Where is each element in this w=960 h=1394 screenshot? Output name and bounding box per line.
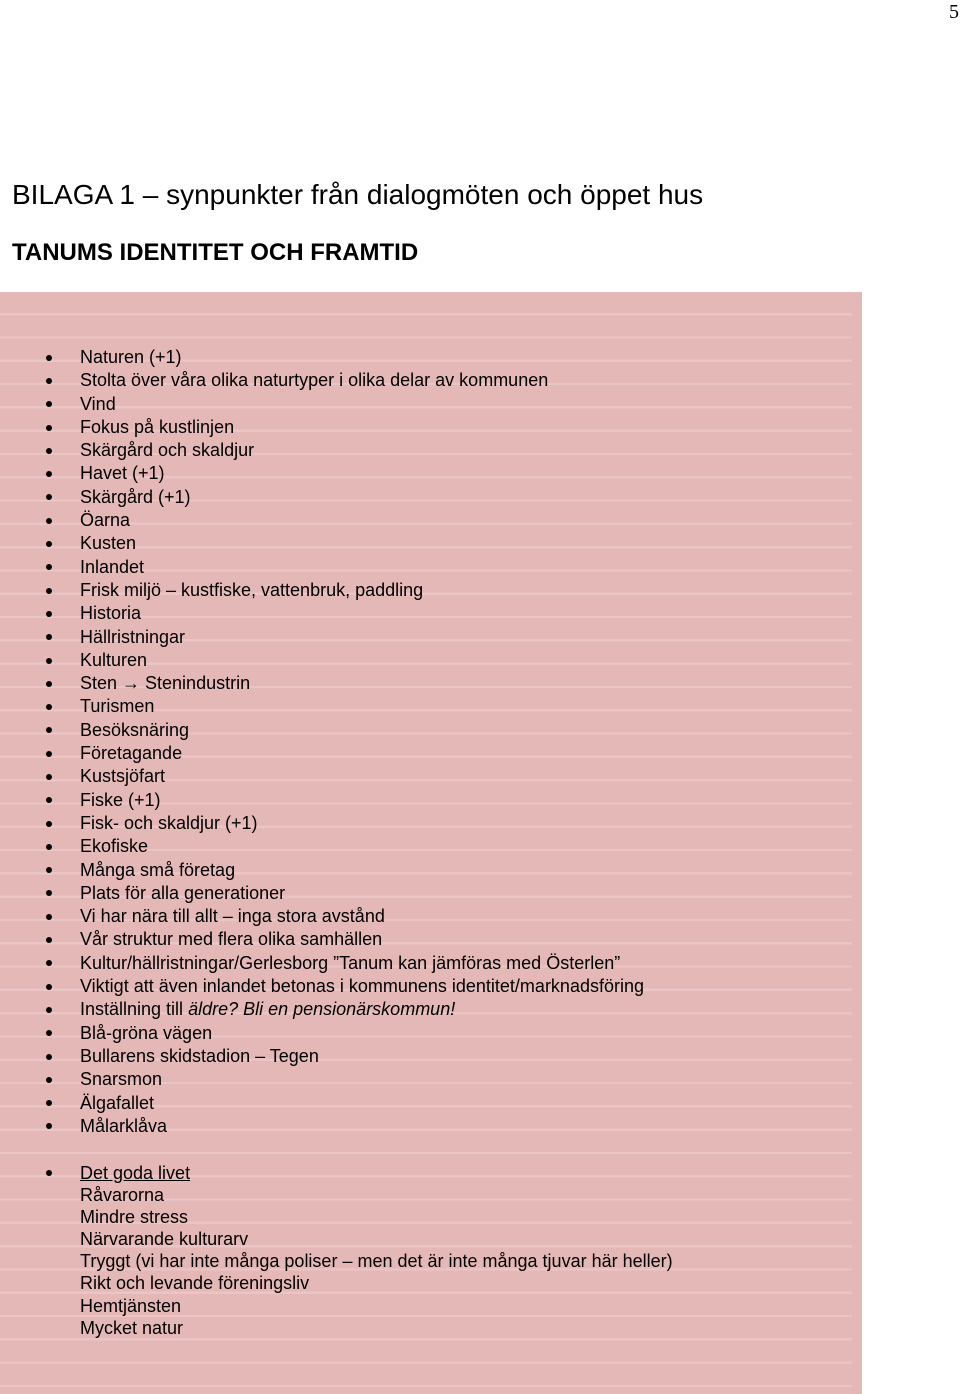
- list-item: [0, 509, 852, 532]
- bullet-icon: [46, 984, 52, 990]
- list-item-text: Många små företag: [80, 859, 236, 880]
- list-item: [0, 556, 852, 579]
- list-item-text: Inlandet: [80, 556, 145, 577]
- list-item: [0, 1045, 852, 1068]
- bullet-icon: [46, 1054, 52, 1060]
- list-item: [0, 719, 852, 742]
- bullet-icon: [46, 890, 52, 896]
- list-item-text: Rikt och levande föreningsliv: [80, 1273, 310, 1294]
- list-item-text: Vår struktur med flera olika samhällen: [80, 929, 383, 950]
- list-item-text: Blå-gröna vägen: [80, 1022, 213, 1043]
- document-title: BILAGA 1 – synpunkter från dialogmöten och öppet hus: [12, 179, 704, 210]
- list-item: [0, 1250, 852, 1272]
- list-item-text: Inställning till: [80, 999, 189, 1020]
- bullet-icon: [46, 821, 52, 827]
- list-item: [0, 952, 852, 975]
- bullet-icon: [46, 774, 52, 780]
- bullet-icon: [46, 1100, 52, 1106]
- list-item: [0, 369, 852, 392]
- list-item-text: Frisk miljö – kustfiske, vattenbruk, paddling: [80, 579, 424, 600]
- bullet-icon: [46, 588, 52, 594]
- list-item-text: Skärgård (+1): [80, 486, 191, 507]
- list-item-text: Målarklåva: [80, 1115, 168, 1136]
- bullet-icon: [46, 611, 52, 617]
- bullet-icon: [46, 564, 52, 570]
- list-item: [0, 1272, 852, 1294]
- good-life-list: [0, 1162, 852, 1339]
- list-item: [0, 602, 852, 625]
- list-item-text: Tryggt (vi har inte många poliser – men det är inte många tjuvar här heller): [80, 1251, 673, 1272]
- list-item: [0, 859, 852, 882]
- list-item: [0, 789, 852, 812]
- list-item-text: Plats för alla generationer: [80, 882, 286, 903]
- list-item: [0, 975, 852, 998]
- section-heading: TANUMS IDENTITET OCH FRAMTID: [12, 239, 419, 266]
- list-item-text: Fiske (+1): [80, 789, 161, 810]
- bullet-icon: [46, 867, 52, 873]
- list-item-text: Vi har nära till allt – inga stora avstånd: [80, 906, 385, 927]
- list-item-text: Ekofiske: [80, 836, 149, 857]
- bullet-icon: [46, 518, 52, 524]
- list-item-text: Skärgård och skaldjur: [80, 440, 255, 461]
- bullet-icon: [46, 1007, 52, 1013]
- bullet-icon: [46, 658, 52, 664]
- list-item-text: Snarsmon: [80, 1069, 163, 1090]
- list-item: [0, 812, 852, 835]
- list-item: [0, 486, 852, 509]
- bullet-icon: [46, 704, 52, 710]
- bullet-icon: [46, 1030, 52, 1036]
- list-item: [0, 416, 852, 439]
- bullet-icon: [46, 355, 52, 361]
- list-item-text: Historia: [80, 603, 142, 624]
- bullet-icon: [46, 751, 52, 757]
- list-item: [0, 532, 852, 555]
- good-life-heading: Det goda livet: [80, 1163, 191, 1183]
- bullet-icon: [46, 681, 52, 687]
- list-item-text: Hällristningar: [80, 626, 186, 647]
- bullet-icon: [46, 401, 52, 407]
- bullet-icon: [46, 541, 52, 547]
- list-item: [0, 1115, 852, 1138]
- list-item: [0, 393, 852, 416]
- list-item-text: Råvarorna: [80, 1185, 165, 1206]
- list-item: [0, 928, 852, 951]
- list-item-text: Fokus på kustlinjen: [80, 416, 235, 437]
- list-item-text: Kustsjöfart: [80, 766, 166, 787]
- bullet-icon: [46, 448, 52, 454]
- bullet-icon: [46, 960, 52, 966]
- list-item: [0, 439, 852, 462]
- list-item: [0, 1228, 852, 1250]
- list-item-text: Företagande: [80, 743, 183, 764]
- bullet-icon: [46, 937, 52, 943]
- list-item-text-mixed: [80, 998, 455, 1021]
- list-item: [0, 1022, 852, 1045]
- list-item-text: Mycket natur: [80, 1317, 184, 1338]
- list-item-text: Hemtjänsten: [80, 1295, 182, 1316]
- list-item-text: Mindre stress: [80, 1207, 189, 1228]
- shaded-list-box-inner: [0, 292, 852, 1394]
- list-item-text: Sten → Stenindustrin: [80, 673, 251, 694]
- list-item-text: Havet (+1): [80, 463, 165, 484]
- bullet-icon: [46, 797, 52, 803]
- list-item: [0, 1162, 852, 1184]
- list-item: [0, 742, 852, 765]
- list-item: [0, 1092, 852, 1115]
- bullet-icon: [46, 425, 52, 431]
- list-item-italic-text: äldre? Bli en pensionärskommun!: [188, 999, 456, 1020]
- list-item-text: Besöksnäring: [80, 719, 190, 740]
- list-item: [0, 649, 852, 672]
- bullet-icon: [46, 471, 52, 477]
- list-item: [0, 1206, 852, 1228]
- identity-list: [0, 346, 852, 1138]
- list-item: [0, 695, 852, 718]
- list-item-text: Turismen: [80, 696, 155, 717]
- list-item-text: Öarna: [80, 510, 131, 531]
- list-item-text: Bullarens skidstadion – Tegen: [80, 1045, 319, 1066]
- bullet-icon: [46, 914, 52, 920]
- list-item-text: Viktigt att även inlandet betonas i kommunens identitet/marknadsföring: [80, 976, 644, 997]
- list-item-text: Fisk- och skaldjur (+1): [80, 812, 258, 833]
- page-number: 5: [949, 1, 959, 23]
- list-item: [0, 462, 852, 485]
- list-item: [0, 765, 852, 788]
- list-item: [0, 1295, 852, 1317]
- list-item: [0, 626, 852, 649]
- list-item: [0, 905, 852, 928]
- list-item: [0, 1068, 852, 1091]
- list-item: [0, 1184, 852, 1206]
- bullet-icon: [46, 1170, 52, 1176]
- list-item-text: Älgafallet: [80, 1092, 155, 1113]
- list-item: [0, 579, 852, 602]
- bullet-icon: [46, 1077, 52, 1083]
- list-item: [0, 882, 852, 905]
- bullet-icon: [46, 844, 52, 850]
- list-item-text: Närvarande kulturarv: [80, 1229, 249, 1250]
- list-item: [0, 998, 852, 1021]
- bullet-icon: [46, 634, 52, 640]
- list-item-text: Kultur/hällristningar/Gerlesborg ”Tanum kan jämföras med Österlen”: [80, 952, 621, 973]
- list-item-text: Stolta över våra olika naturtyper i olika delar av kommunen: [80, 370, 549, 391]
- bullet-icon: [46, 378, 52, 384]
- list-item-text: Vind: [80, 393, 116, 414]
- list-item: [0, 1317, 852, 1339]
- list-item: [0, 672, 852, 695]
- list-item: [0, 835, 852, 858]
- bullet-icon: [46, 727, 52, 733]
- list-item-text: Kulturen: [80, 649, 148, 670]
- shaded-list-box: [0, 292, 862, 1394]
- bullet-icon: [46, 494, 52, 500]
- list-item: [0, 346, 852, 369]
- list-item-text: Naturen (+1): [80, 347, 182, 367]
- list-item-text: Kusten: [80, 533, 137, 554]
- bullet-icon: [46, 1123, 52, 1129]
